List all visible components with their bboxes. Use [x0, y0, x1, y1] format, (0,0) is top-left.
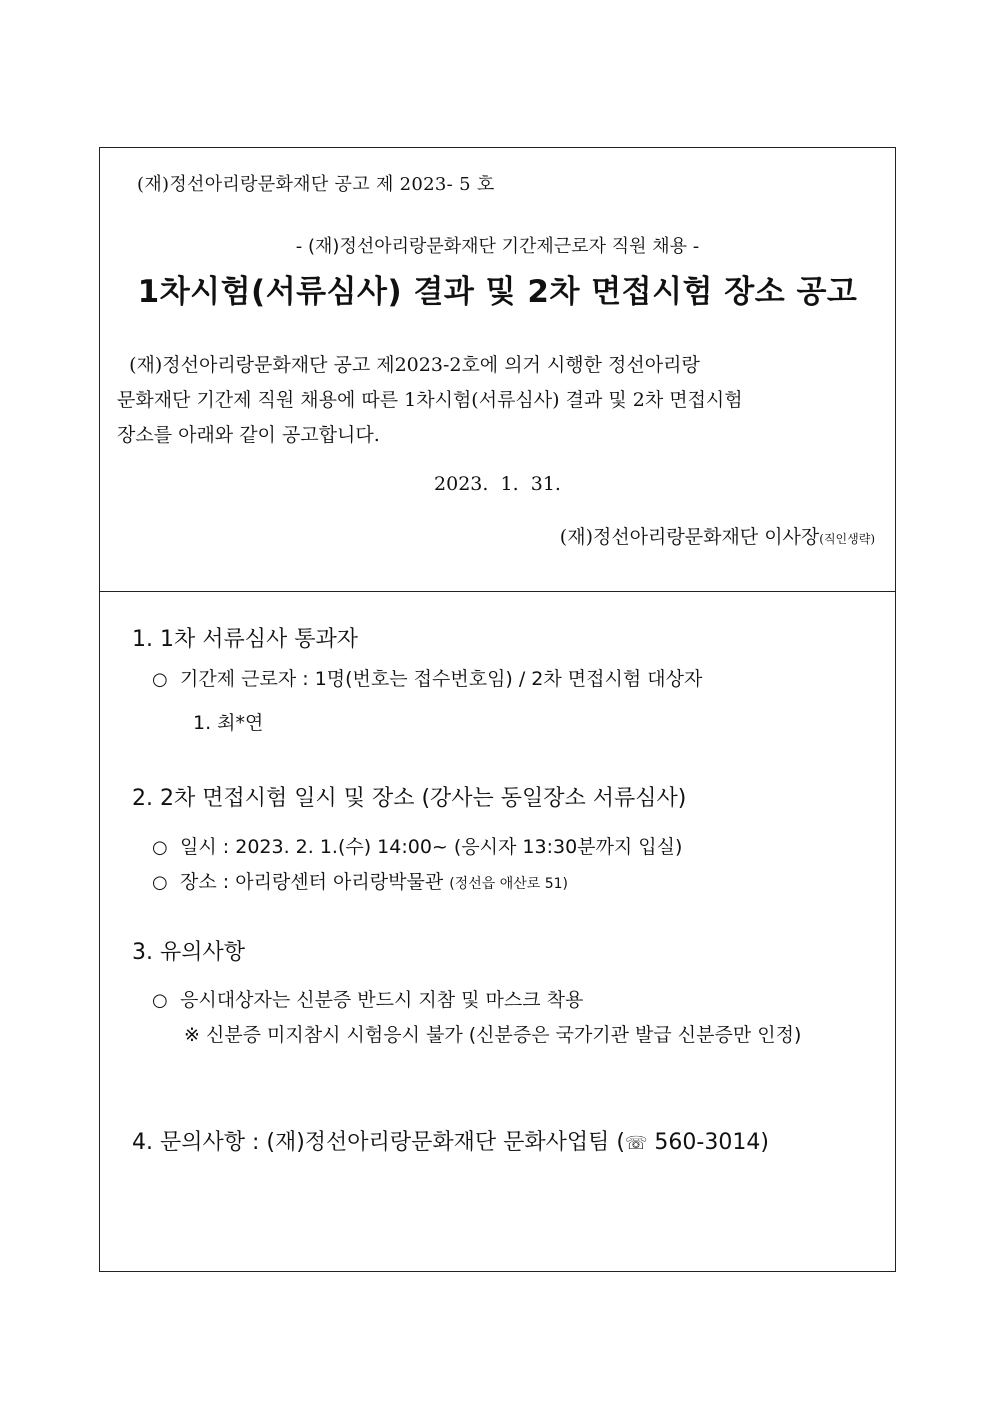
notice-frame [99, 147, 896, 1272]
intro-line-3: 장소를 아래와 같이 공고합니다. [117, 424, 380, 446]
circle-bullet-icon: ○ [152, 669, 168, 690]
section-4-contact [132, 1125, 769, 1156]
section-2-place-address: (정선읍 애산로 51) [449, 876, 569, 892]
contact-text: 4. 문의사항 : (재)정선아리랑문화재단 문화사업팀 ( [132, 1130, 625, 1155]
section-1-heading: 1. 1차 서류심사 통과자 [132, 627, 358, 652]
section-3-note: ※ 신분증 미지참시 시험응시 불가 (신분증은 국가기관 발급 신분증만 인정) [184, 1024, 802, 1046]
contact-phone: 560-3014) [647, 1130, 769, 1155]
section-1-result: 1. 최*연 [193, 712, 264, 734]
circle-bullet-icon: ○ [152, 837, 168, 858]
circle-bullet-icon: ○ [152, 990, 168, 1011]
section-divider [100, 591, 895, 592]
section-3-item [152, 985, 583, 1012]
section-2-place [152, 867, 568, 894]
section-1-item-text: 기간제 근로자 : 1명(번호는 접수번호임) / 2차 면접시험 대상자 [180, 668, 703, 690]
section-2-datetime-text: 일시 : 2023. 2. 1.(수) 14:00~ (응시자 13:30분까지 입실) [180, 836, 683, 858]
section-2-heading: 2. 2차 면접시험 일시 및 장소 (강사는 동일장소 서류심사) [132, 786, 687, 811]
intro-paragraph [117, 348, 882, 453]
notice-date: 2023. 1. 31. [434, 473, 561, 495]
notice-number: (재)정선아리랑문화재단 공고 제 2023- 5 호 [137, 174, 495, 195]
section-2-place-text: 장소 : 아리랑센터 아리랑박물관 [180, 871, 444, 893]
signature-name: (재)정선아리랑문화재단 이사장 [559, 526, 820, 548]
section-3-heading: 3. 유의사항 [132, 940, 245, 965]
signature [560, 522, 875, 549]
phone-icon: ☏ [624, 1133, 648, 1154]
intro-line-1: (재)정선아리랑문화재단 공고 제2023-2호에 의거 시행한 정선아리랑 [117, 354, 700, 376]
intro-line-2: 문화재단 기간제 직원 채용에 따른 1차시험(서류심사) 결과 및 2차 면접시험 [117, 389, 743, 411]
seal-note: (직인생략) [819, 532, 875, 546]
section-3-item-text: 응시대상자는 신분증 반드시 지참 및 마스크 착용 [180, 989, 584, 1011]
section-1-item [152, 664, 702, 691]
section-2-datetime [152, 832, 682, 859]
notice-title: 1차시험(서류심사) 결과 및 2차 면접시험 장소 공고 [137, 274, 858, 310]
notice-subtitle: - (재)정선아리랑문화재단 기간제근로자 직원 채용 - [295, 236, 700, 257]
circle-bullet-icon: ○ [152, 872, 168, 893]
